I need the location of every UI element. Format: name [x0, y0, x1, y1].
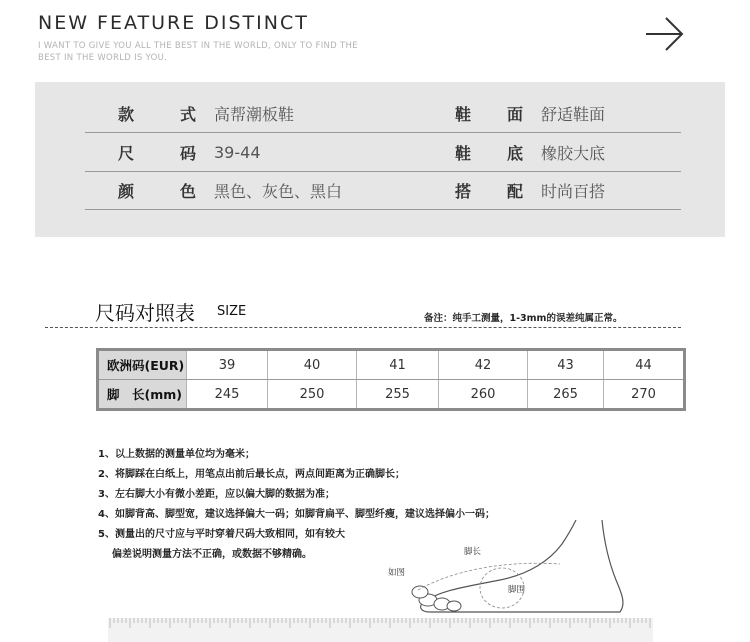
info-row-style — [118, 94, 294, 132]
table-cell: 43 — [528, 351, 604, 379]
info-key: 尺 码 — [118, 143, 196, 163]
info-value: 高帮潮板鞋 — [214, 104, 295, 124]
instruction-item: 3、左右脚大小有微小差距，应以偏大脚的数据为准； — [98, 489, 335, 500]
info-value: 黑色、灰色、黑白 — [214, 181, 343, 201]
table-cell: 260 — [439, 380, 528, 408]
foot-girth-label: 脚围 — [508, 585, 526, 595]
page-title: NEW FEATURE DISTINCT — [38, 12, 309, 34]
instruction-item: 4、如脚背高、脚型宽，建议选择偏大一码；如脚背扁平、脚型纤瘦，建议选择偏小一码； — [98, 509, 495, 520]
table-cell: 270 — [631, 386, 656, 402]
foot-length-label: 脚长 — [464, 547, 482, 557]
info-value: 39-44 — [214, 142, 261, 162]
instruction-item: 2、将脚踩在白纸上，用笔点出前后最长点，两点间距离为正确脚长； — [98, 469, 405, 480]
info-key: 颜 色 — [118, 181, 196, 201]
instruction-item: 偏差说明测量方法不正确，或数据不够精确。 — [112, 549, 312, 560]
info-row-sole — [455, 133, 605, 171]
divider — [85, 209, 681, 210]
info-value: 时尚百搭 — [541, 181, 606, 201]
foot-like-label: 如图 — [388, 568, 406, 578]
size-table — [96, 348, 686, 411]
info-key: 鞋 面 — [455, 104, 523, 124]
instruction-item: 1、以上数据的测量单位均为毫米； — [98, 449, 255, 460]
info-row-color — [118, 171, 342, 209]
instruction-item: 5、测量出的尺寸应与平时穿着尺码大致相同，如有较大 — [98, 529, 345, 540]
table-cell: 39 — [187, 351, 268, 379]
info-value: 橡胶大底 — [541, 143, 606, 163]
info-value: 舒适鞋面 — [541, 104, 606, 124]
table-cell: 245 — [187, 380, 268, 408]
table-cell: 41 — [357, 351, 439, 379]
table-cell: 40 — [268, 351, 357, 379]
table-cell: 44 — [635, 357, 652, 373]
table-row — [99, 351, 683, 379]
info-key: 款 式 — [118, 104, 196, 124]
info-key: 搭 配 — [455, 181, 523, 201]
table-row — [99, 380, 683, 408]
dashed-divider — [45, 327, 681, 328]
table-cell: 265 — [528, 380, 604, 408]
info-key: 鞋 底 — [455, 143, 523, 163]
table-header-cell: 欧洲码(EUR) — [99, 351, 187, 379]
arrow-right-icon[interactable] — [644, 16, 686, 52]
foot-illustration — [390, 520, 650, 620]
ruler-graphic — [108, 612, 653, 642]
page-subtitle: I WANT TO GIVE YOU ALL THE BEST IN THE WORLD, ONLY TO FIND THE BEST IN THE WORLD IS YOU. — [38, 41, 358, 63]
info-row-upper — [455, 94, 605, 132]
size-chart-title: 尺码对照表 — [95, 301, 195, 325]
info-row-match — [455, 171, 605, 209]
table-header-cell: 脚 长(mm) — [99, 380, 187, 408]
table-cell: 255 — [357, 380, 439, 408]
size-chart-subtitle: SIZE — [217, 304, 247, 319]
table-cell: 250 — [268, 380, 357, 408]
table-cell: 42 — [439, 351, 528, 379]
size-chart-note: 备注：纯手工测量，1-3mm的误差纯属正常。 — [424, 313, 623, 324]
info-row-size — [118, 133, 261, 171]
